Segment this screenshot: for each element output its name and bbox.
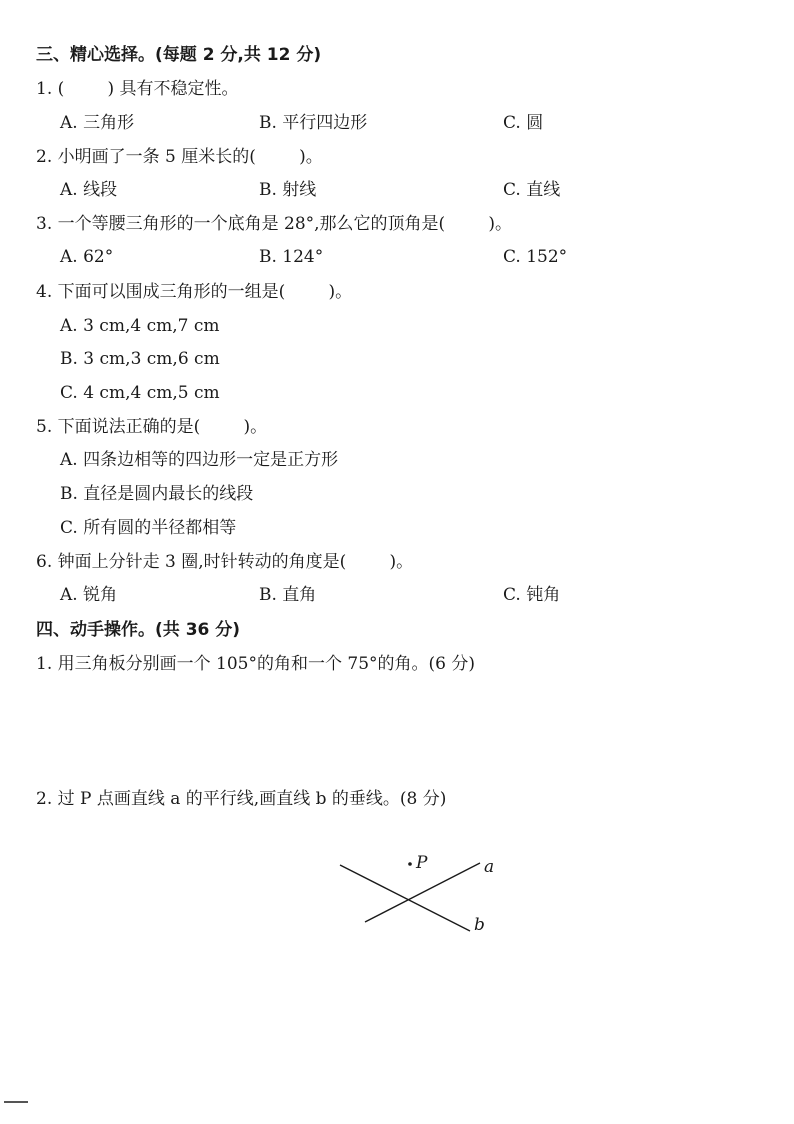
question-4-option-a: A. 3 cm,4 cm,7 cm xyxy=(60,316,220,336)
line-b-label: b xyxy=(474,915,485,935)
question-5-option-b: B. 直径是圆内最长的线段 xyxy=(60,484,254,504)
section4-question-1: 1. 用三角板分别画一个 105°的角和一个 75°的角。(6 分) xyxy=(36,654,475,674)
point-p-label: P xyxy=(416,853,428,873)
section4-question-2: 2. 过 P 点画直线 a 的平行线,画直线 b 的垂线。(8 分) xyxy=(36,789,447,809)
question-4-option-b: B. 3 cm,3 cm,6 cm xyxy=(60,349,220,369)
intersecting-lines-figure xyxy=(330,845,510,945)
question-3-option-c: C. 152° xyxy=(503,247,568,267)
line-a-label: a xyxy=(484,857,495,877)
question-3-option-b: B. 124° xyxy=(259,247,324,267)
question-5-option-c: C. 所有圆的半径都相等 xyxy=(60,518,237,538)
question-6-option-c: C. 钝角 xyxy=(503,585,561,605)
question-1-option-b: B. 平行四边形 xyxy=(259,113,368,133)
question-1-option-a: A. 三角形 xyxy=(60,113,135,133)
line-b xyxy=(340,865,470,931)
question-1-option-c: C. 圆 xyxy=(503,113,544,133)
question-4-option-c: C. 4 cm,4 cm,5 cm xyxy=(60,383,220,403)
question-6-option-a: A. 锐角 xyxy=(60,585,118,605)
section4-heading: 四、动手操作。(共 36 分) xyxy=(36,620,241,640)
question-1-stem: 1. ( ) 具有不稳定性。 xyxy=(36,79,239,99)
page-corner-mark xyxy=(4,1101,28,1103)
question-6-option-b: B. 直角 xyxy=(259,585,317,605)
question-6-stem: 6. 钟面上分针走 3 圈,时针转动的角度是( )。 xyxy=(36,552,414,572)
section3-heading: 三、精心选择。(每题 2 分,共 12 分) xyxy=(36,45,322,65)
question-2-stem: 2. 小明画了一条 5 厘米长的( )。 xyxy=(36,147,323,167)
question-5-stem: 5. 下面说法正确的是( )。 xyxy=(36,417,268,437)
question-3-option-a: A. 62° xyxy=(60,247,114,267)
point-p-dot xyxy=(408,862,412,866)
question-2-option-c: C. 直线 xyxy=(503,180,561,200)
question-5-option-a: A. 四条边相等的四边形一定是正方形 xyxy=(60,450,339,470)
question-2-option-a: A. 线段 xyxy=(60,180,118,200)
question-2-option-b: B. 射线 xyxy=(259,180,317,200)
question-4-stem: 4. 下面可以围成三角形的一组是( )。 xyxy=(36,282,353,302)
question-3-stem: 3. 一个等腰三角形的一个底角是 28°,那么它的顶角是( )。 xyxy=(36,214,513,234)
